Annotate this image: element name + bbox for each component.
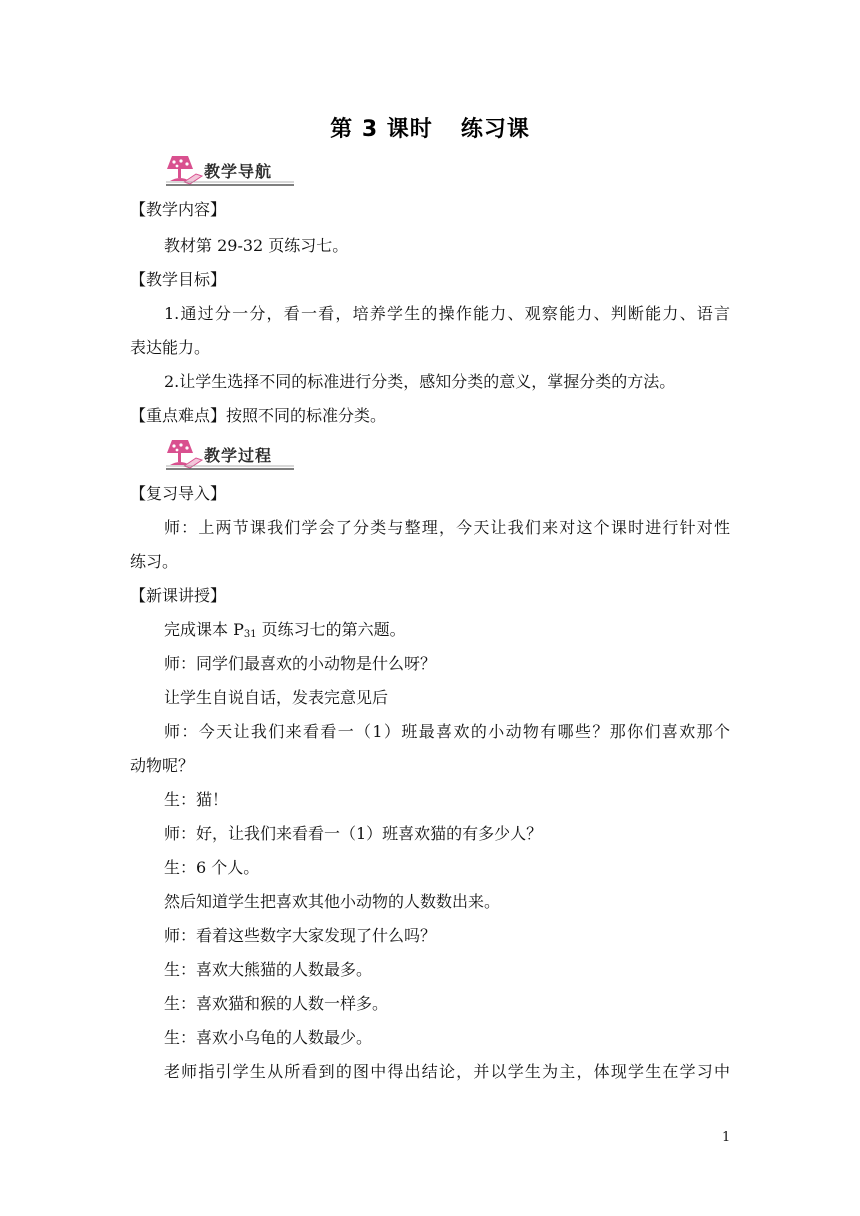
- badge-label: 教学导航: [204, 162, 273, 181]
- dialogue-line: 让学生自说自话，发表完意见后: [164, 688, 389, 707]
- dialogue-line: 动物呢？: [130, 756, 195, 775]
- goal-1-line-2: 表达能力。: [130, 338, 211, 357]
- dialogue-line: 生：猫！: [164, 790, 229, 809]
- dialogue-line: 生：喜欢大熊猫的人数最多。: [164, 960, 373, 979]
- section-badge-teaching-nav: [162, 152, 298, 188]
- section-badge-teaching-process: [162, 436, 298, 472]
- goal-2: 2.让学生选择不同的标准进行分类，感知分类的意义，掌握分类的方法。: [164, 372, 676, 391]
- heading-new-lesson: 【新课讲授】: [130, 586, 227, 605]
- dialogue-line: 师：今天让我们来看看一（1）班最喜欢的小动物有哪些？那你们喜欢那个: [164, 722, 730, 741]
- dialogue-line: 生：6 个人。: [164, 858, 260, 877]
- heading-content: 【教学内容】: [130, 200, 227, 219]
- heading-goals: 【教学目标】: [130, 270, 227, 289]
- lesson-number: 第 3 课时: [330, 117, 433, 142]
- dialogue-line: 生：喜欢猫和猴的人数一样多。: [164, 994, 389, 1013]
- dialogue-line: 师：好，让我们来看看一（1）班喜欢猫的有多少人？: [164, 824, 543, 843]
- textbook-exercise: 完成课本 $P_{31}$ 页练习七的第六题。: [164, 620, 406, 640]
- page-subscript: 31: [243, 629, 257, 640]
- page-number: 1: [722, 1130, 731, 1145]
- heading-review: 【复习导入】: [130, 484, 227, 503]
- review-line-1: 师：上两节课我们学会了分类与整理，今天让我们来对这个课时进行针对性: [164, 518, 730, 537]
- dialogue-line: 老师指引学生从所看到的图中得出结论，并以学生为主，体现学生在学习中: [164, 1062, 730, 1081]
- key-difficulty: 【重点难点】按照不同的标准分类。: [130, 406, 387, 425]
- dialogue-line: 师：同学们最喜欢的小动物是什么呀？: [164, 654, 437, 673]
- dialogue-line: 生：喜欢小乌龟的人数最少。: [164, 1028, 373, 1047]
- page-title: [0, 112, 860, 143]
- dialogue-line: 然后知道学生把喜欢其他小动物的人数数出来。: [164, 892, 501, 911]
- lesson-name: 练习课: [460, 117, 530, 142]
- dialogue-line: 师：看着这些数字大家发现了什么吗？: [164, 926, 437, 945]
- content-text: 教材第 29-32 页练习七。: [164, 236, 349, 255]
- badge-label: 教学过程: [204, 446, 273, 465]
- goal-1-line-1: 1.通过分一分，看一看，培养学生的操作能力、观察能力、判断能力、语言: [164, 304, 730, 323]
- review-line-2: 练习。: [130, 552, 179, 571]
